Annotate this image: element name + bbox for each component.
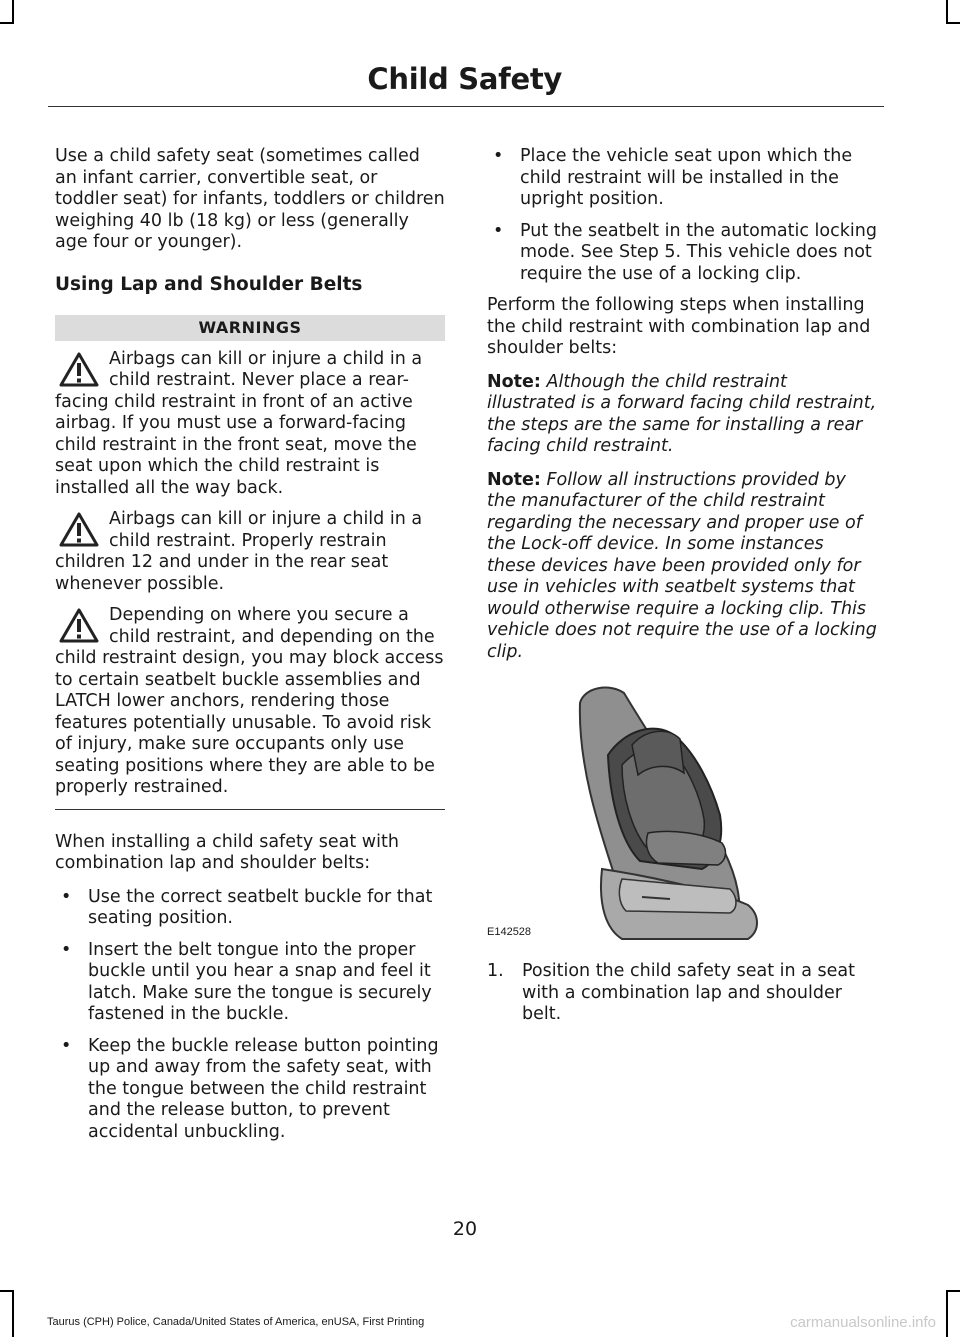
warning-triangle-icon <box>59 608 99 644</box>
step-number: 1. <box>487 961 504 981</box>
warning-item <box>55 605 445 799</box>
crop-mark <box>946 1290 960 1292</box>
figure-id: E142528 <box>487 925 532 938</box>
crop-mark <box>946 0 948 24</box>
perform-paragraph: Perform the following steps when installing the child restraint with combination lap and shoulder belts: <box>487 295 871 358</box>
install-bullet-list <box>55 887 445 1144</box>
list-item: • Put the seatbelt in the automatic locking mode. See Step 5. This vehicle does not require the use of a locking clip. <box>487 221 877 286</box>
warning-text: Depending on where you secure a child restraint, and depending on the child restraint design, you may block access to certain seatbelt buckle assemblies and LATCH lower anchors, rendering those features potentially unusable. To avoid risk of injury, make sure occupants only use seating positions where they are able to be properly restrained. <box>55 605 444 797</box>
crop-mark <box>12 1290 14 1337</box>
crop-mark <box>946 22 960 24</box>
child-seat-figure <box>487 683 787 945</box>
warning-text: Airbags can kill or injure a child in a child restraint. Properly restrain children 12 and under in the rear seat whenever possible. <box>55 509 423 594</box>
step-item <box>487 961 877 1026</box>
list-item: • Place the vehicle seat upon which the child restraint will be installed in the upright position. <box>487 146 877 211</box>
list-item: • Use the correct seatbelt buckle for that seating position. <box>55 887 445 930</box>
note-label: Note: <box>487 469 541 490</box>
note-paragraph <box>487 470 877 664</box>
prep-bullet-list <box>487 146 877 285</box>
warning-triangle-icon <box>59 512 99 548</box>
steps-list <box>487 961 877 1026</box>
install-intro: When installing a child safety seat with combination lap and shoulder belts: <box>55 831 399 873</box>
crop-mark <box>0 22 14 24</box>
watermark: carmanualsonline.info <box>790 1314 936 1331</box>
header-rule <box>48 106 884 107</box>
warning-item <box>55 509 445 595</box>
warnings-title: WARNINGS <box>55 315 445 341</box>
crop-mark <box>0 1290 14 1292</box>
crop-mark <box>12 0 14 24</box>
child-safety-seat-illustration <box>562 683 782 945</box>
crop-mark <box>946 1290 948 1337</box>
step-text: Position the child safety seat in a seat with a combination lap and shoulder belt. <box>522 961 855 1024</box>
section-heading: Using Lap and Shoulder Belts <box>55 273 363 295</box>
note-text: Although the child restraint illustrated is a forward facing child restraint, the steps are the same for installing a rear facing child restraint. <box>487 371 877 456</box>
page-title: Child Safety <box>367 62 562 96</box>
right-column <box>487 146 877 1026</box>
note-text: Follow all instructions provided by the manufacturer of the child restraint regarding the necessary and proper use of the Lock-off device. In some instances these devices have been provided only for use in vehicles with seatbelt systems that would otherwise require a locking clip. This vehicle does not require the use of a locking clip. <box>487 469 877 662</box>
list-item: • Keep the buckle release button pointing up and away from the safety seat, with the tongue between the child restraint and the release button, to prevent accidental unbuckling. <box>55 1036 445 1144</box>
page-number: 20 <box>452 1218 478 1240</box>
warning-item <box>55 349 445 500</box>
warnings-box <box>55 315 445 810</box>
left-column <box>55 146 445 1153</box>
note-paragraph <box>487 372 877 458</box>
warning-text: Airbags can kill or injure a child in a child restraint. Never place a rear-facing child restraint in front of an active airbag. If you must use a forward-facing child restraint in the front seat, move the seat upon which the child restraint is installed all the way back. <box>55 348 423 498</box>
note-label: Note: <box>487 371 541 392</box>
intro-paragraph: Use a child safety seat (sometimes called an infant carrier, convertible seat, or toddler seat) for infants, toddlers or children weighing 40 lb (18 kg) or less (generally age four or younger). <box>55 146 445 252</box>
footer-edition: Taurus (CPH) Police, Canada/United States of America, enUSA, First Printing <box>47 1316 425 1328</box>
warnings-end-rule <box>55 809 445 810</box>
list-item: • Insert the belt tongue into the proper buckle until you hear a snap and feel it latch. Make sure the tongue is securely fastened in the buckle. <box>55 940 445 1026</box>
warning-triangle-icon <box>59 352 99 388</box>
